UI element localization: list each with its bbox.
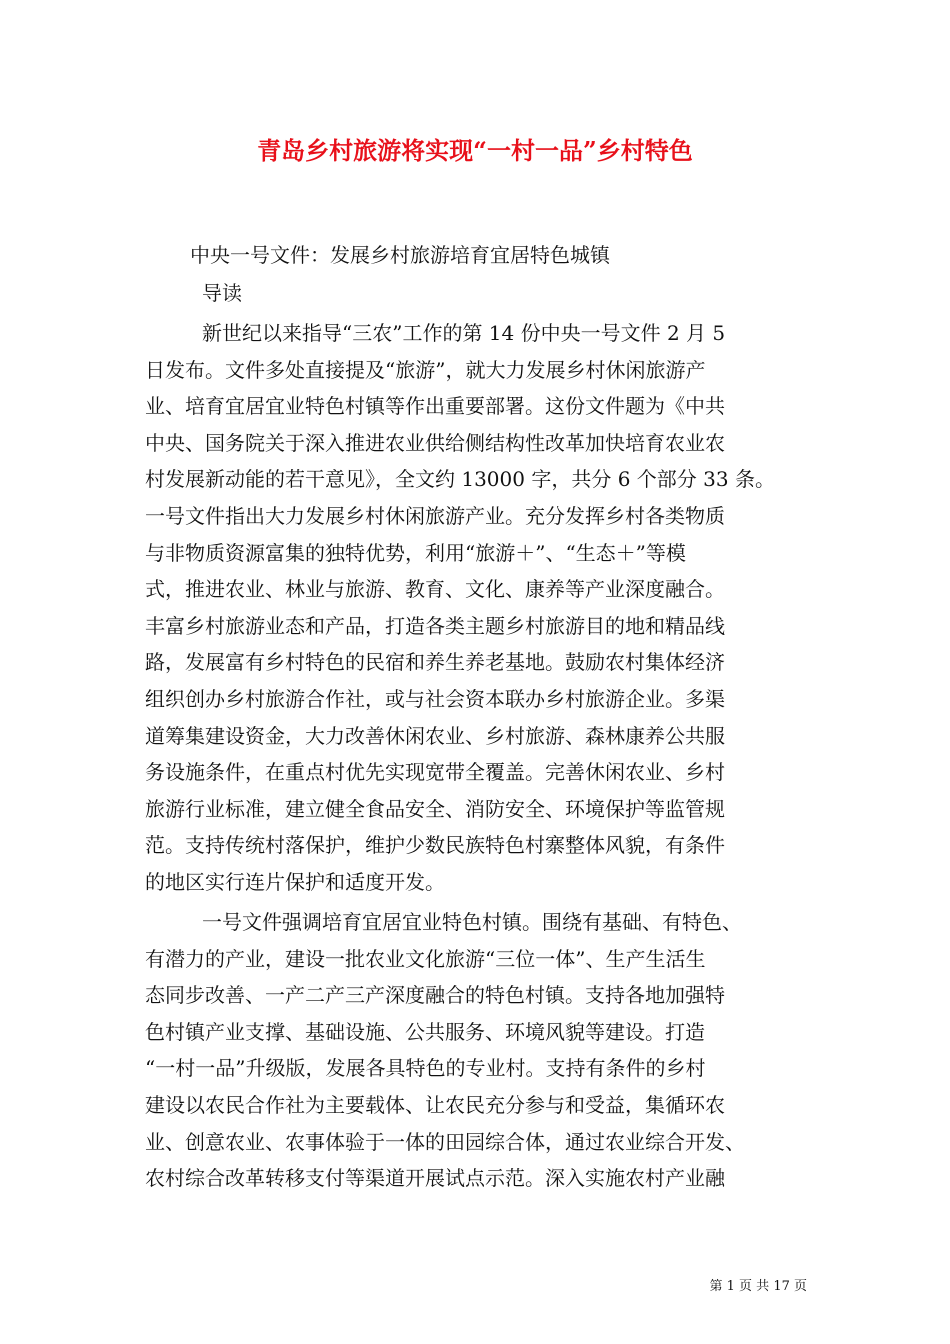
paragraph-line: 一号文件强调培育宜居宜业特色村镇。围绕有基础、有特色、 xyxy=(202,910,742,934)
paragraph-line: 旅游行业标准，建立健全食品安全、消防安全、环境保护等监管规 xyxy=(145,796,725,821)
paragraph-line: 务设施条件，在重点村优先实现宽带全覆盖。完善休闲农业、乡村 xyxy=(145,760,725,785)
paragraph-line: 农村综合改革转移支付等渠道开展试点示范。深入实施农村产业融 xyxy=(145,1166,725,1191)
paragraph-line: 路，发展富有乡村特色的民宿和养生养老基地。鼓励农村集体经济 xyxy=(145,650,725,675)
paragraph-line: 式，推进农业、林业与旅游、教育、文化、康养等产业深度融合。 xyxy=(145,577,725,602)
paragraph-line: 中央、国务院关于深入推进农业供给侧结构性改革加快培育农业农 xyxy=(145,430,725,455)
paragraph-line: 与非物质资源富集的独特优势，利用“旅游＋”、“生态＋”等模 xyxy=(145,540,686,565)
paragraph-line: 丰富乡村旅游业态和产品，打造各类主题乡村旅游目的地和精品线 xyxy=(145,613,725,638)
paragraph-line: 新世纪以来指导“三农”工作的第 14 份中央一号文件 2 月 5 xyxy=(202,321,726,345)
paragraph-line: 日发布。文件多处直接提及“旅游”，就大力发展乡村休闲旅游产 xyxy=(145,357,706,382)
paragraph-line: 业、培育宜居宜业特色村镇等作出重要部署。这份文件题为《中共 xyxy=(145,394,725,419)
paragraph-line: 色村镇产业支撑、基础设施、公共服务、环境风貌等建设。打造 xyxy=(145,1019,705,1044)
lead-label: 导读 xyxy=(202,281,242,305)
paragraph-line: 范。支持传统村落保护，维护少数民族特色村寨整体风貌，有条件 xyxy=(145,833,725,858)
paragraph-line: 组织创办乡村旅游合作社，或与社会资本联办乡村旅游企业。多渠 xyxy=(145,686,725,711)
paragraph-line: 业、创意农业、农事体验于一体的田园综合体，通过农业综合开发、 xyxy=(145,1129,745,1154)
paragraph-line: 村发展新动能的若干意见》，全文约 13000 字，共分 6 个部分 33 条。 xyxy=(145,467,775,492)
paragraph-2 xyxy=(145,904,815,1197)
paragraph-line: 的地区实行连片保护和适度开发。 xyxy=(145,869,445,894)
paragraph-line: “一村一品”升级版，发展各具特色的专业村。支持有条件的乡村 xyxy=(145,1056,706,1081)
page-number: 第 1 页 共 17 页 xyxy=(709,1279,807,1294)
paragraph-line: 道筹集建设资金，大力改善休闲农业、乡村旅游、森林康养公共服 xyxy=(145,723,725,748)
paragraph-line: 一号文件指出大力发展乡村休闲旅游产业。充分发挥乡村各类物质 xyxy=(145,503,725,528)
paragraph-1 xyxy=(145,315,815,901)
document-title: 青岛乡村旅游将实现“一村一品”乡村特色 xyxy=(257,136,693,165)
paragraph-line: 建设以农民合作社为主要载体、让农民充分参与和受益，集循环农 xyxy=(145,1092,725,1117)
paragraph-line: 有潜力的产业，建设一批农业文化旅游“三位一体”、生产生活生 xyxy=(145,946,706,971)
paragraph-line: 态同步改善、一产二产三产深度融合的特色村镇。支持各地加强特 xyxy=(145,983,725,1008)
document-subtitle: 中央一号文件：发展乡村旅游培育宜居特色城镇 xyxy=(190,243,610,267)
